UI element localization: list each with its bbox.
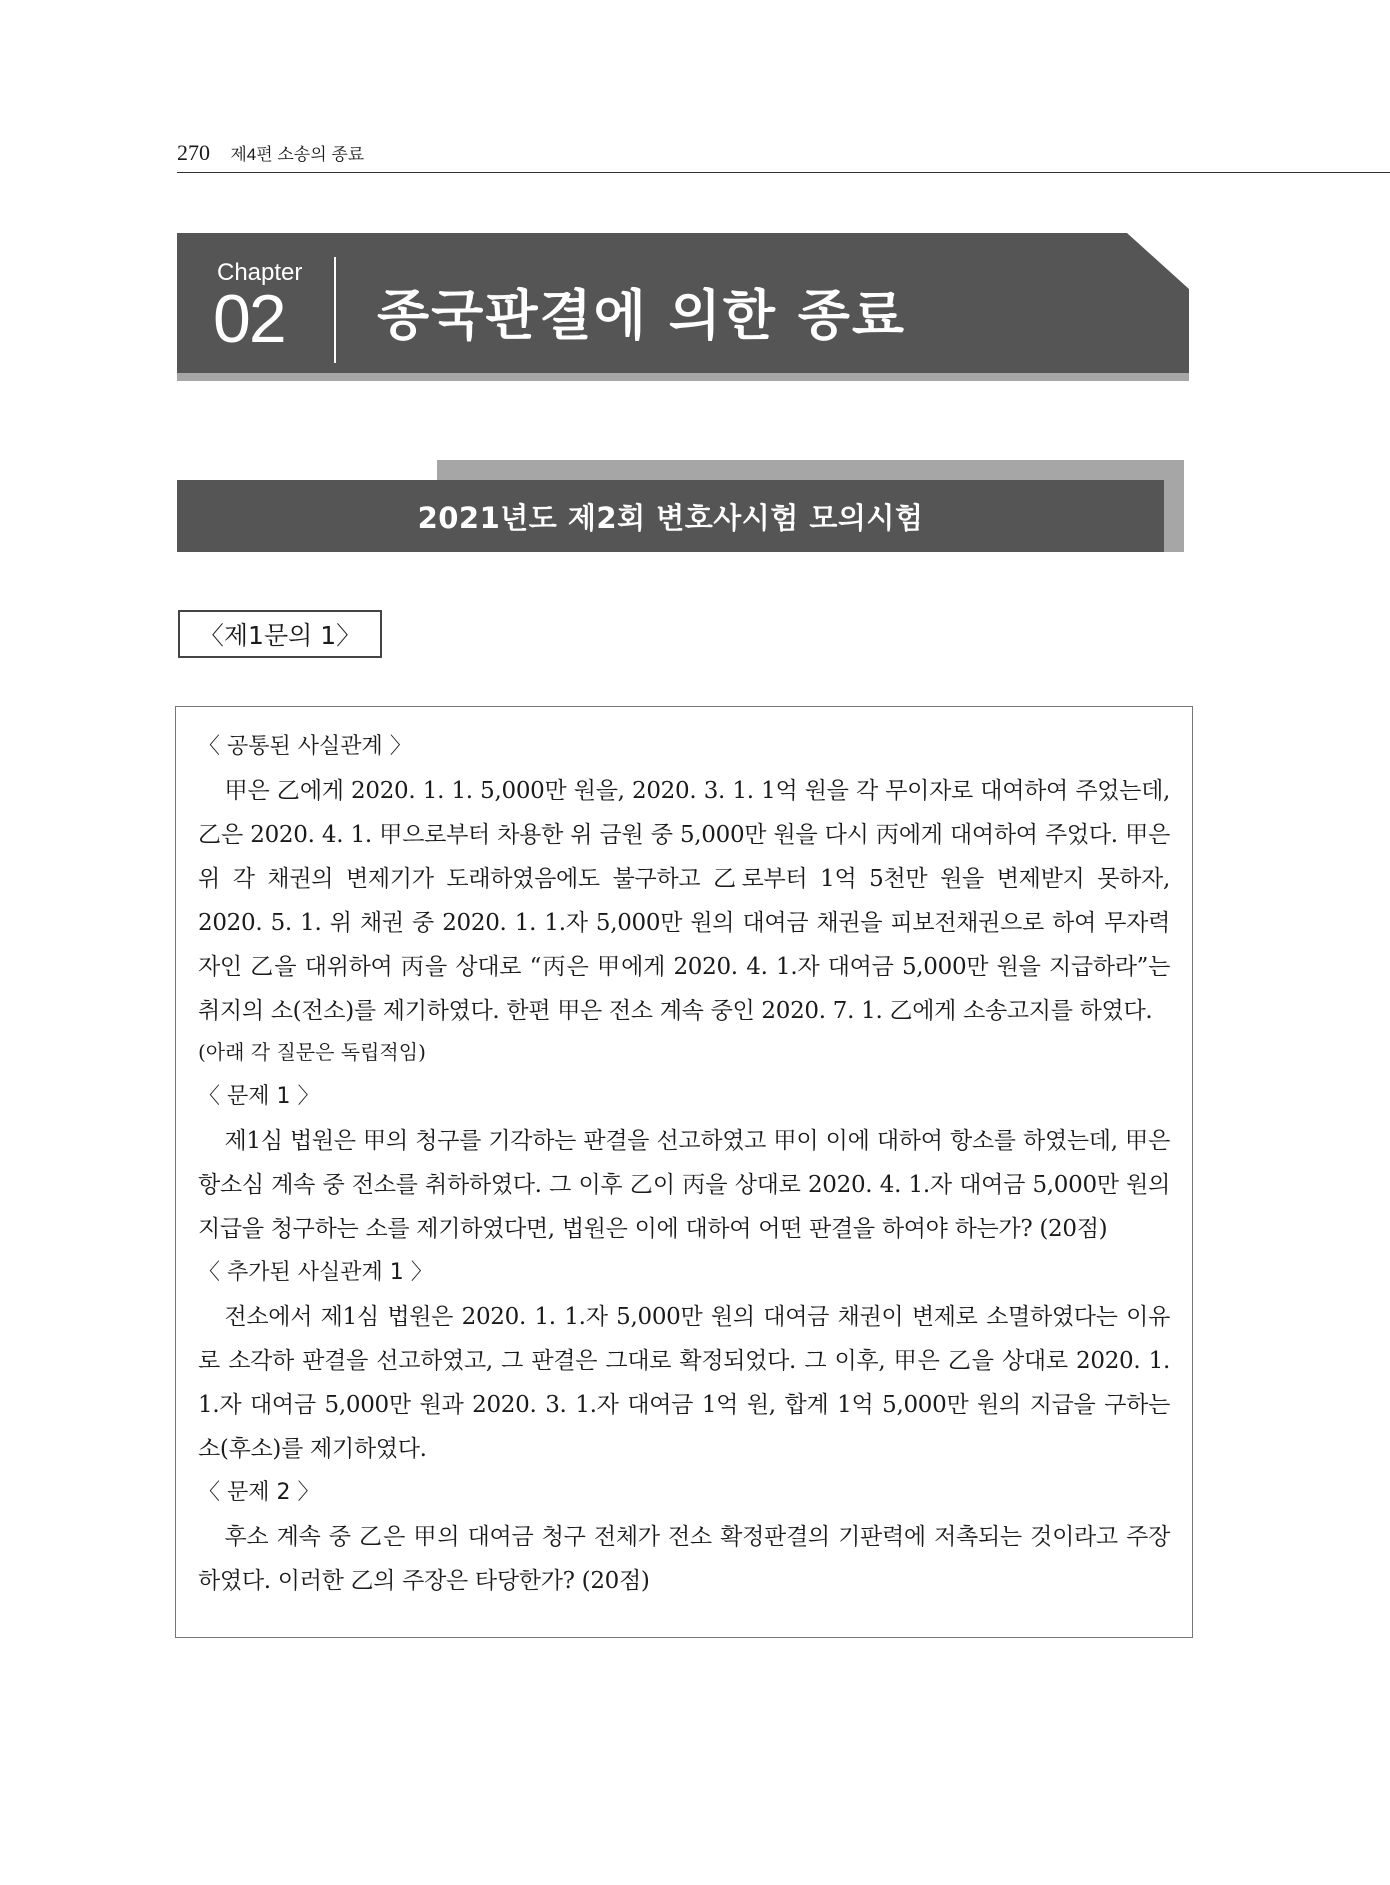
question-box — [175, 706, 1193, 1638]
running-head — [177, 140, 364, 166]
facts-paragraph: 甲은 乙에게 2020. 1. 1. 5,000만 원을, 2020. 3. 1. 1억 원을 각 무이자로 대여하여 주었는데, 乙은 2020. 4. 1. 甲으로부터 차용한 위 금원 중 5,000만 원을 다시 丙에게 대여하여 주었다. 甲은 위 각 채권의 변제기가 도래하였음에도 불구하고 乙로부터 1억 5천만 원을 변제받지 못하자, 2020. 5. 1. 위 채권 중 2020. 1. 1.자 5,000만 원의 대여금 채권을 피보전채권으로 하여 무자력자인 乙을 대위하여 丙을 상대로 “丙은 甲에게 2020. 4. 1.자 대여금 5,000만 원을 지급하라”는 취지의 소(전소)를 제기하였다. 한편 甲은 전소 계속 중인 2020. 7. 1. 乙에게 소송고지를 하였다. — [198, 778, 1171, 1024]
facts-note: (아래 각 질문은 독립적임) — [198, 1040, 426, 1064]
question-1-paragraph: 제1심 법원은 甲의 청구를 기각하는 판결을 선고하였고 甲이 이에 대하여 항소를 하였는데, 甲은 항소심 계속 중 전소를 취하하였다. 그 이후 乙이 丙을 상대로 2020. 4. 1.자 대여금 5,000만 원의 지급을 청구하는 소를 제기하였다면, 법원은 이에 대하여 어떤 판결을 하여야 하는가? (20점) — [198, 1128, 1170, 1242]
section-title: 제4편 소송의 종료 — [230, 145, 365, 164]
chapter-divider — [334, 257, 336, 363]
chapter-banner-underline — [177, 373, 1189, 381]
facts-heading: 〈 공통된 사실관계 〉 — [198, 734, 412, 759]
exam-banner — [177, 480, 1164, 552]
chapter-label: Chapter — [217, 259, 303, 286]
question-box-content — [198, 725, 1170, 1603]
page-number: 270 — [177, 140, 210, 165]
chapter-banner — [177, 233, 1189, 373]
question-label: 〈제1문의 1〉 — [178, 610, 382, 658]
exam-title: 2021년도 제2회 변호사시험 모의시험 — [417, 500, 924, 535]
question-2-heading: 〈 문제 2 〉 — [198, 1480, 320, 1505]
header-rule — [177, 172, 1390, 173]
added-facts-paragraph: 전소에서 제1심 법원은 2020. 1. 1.자 5,000만 원의 대여금 채권이 변제로 소멸하였다는 이유로 소각하 판결을 선고하였고, 그 판결은 그대로 확정되었다. 그 이후, 甲은 乙을 상대로 2020. 1. 1.자 대여금 5,000만 원과 2020. 3. 1.자 대여금 1억 원, 합계 1억 5,000만 원의 지급을 구하는 소(후소)를 제기하였다. — [198, 1304, 1170, 1462]
chapter-number: 02 — [213, 281, 285, 357]
question-2-paragraph: 후소 계속 중 乙은 甲의 대여금 청구 전체가 전소 확정판결의 기판력에 저촉되는 것이라고 주장하였다. 이러한 乙의 주장은 타당한가? (20점) — [198, 1524, 1170, 1594]
added-facts-heading: 〈 추가된 사실관계 1 〉 — [198, 1260, 433, 1285]
question-1-heading: 〈 문제 1 〉 — [198, 1084, 320, 1109]
chapter-title: 종국판결에 의한 종료 — [377, 284, 907, 347]
